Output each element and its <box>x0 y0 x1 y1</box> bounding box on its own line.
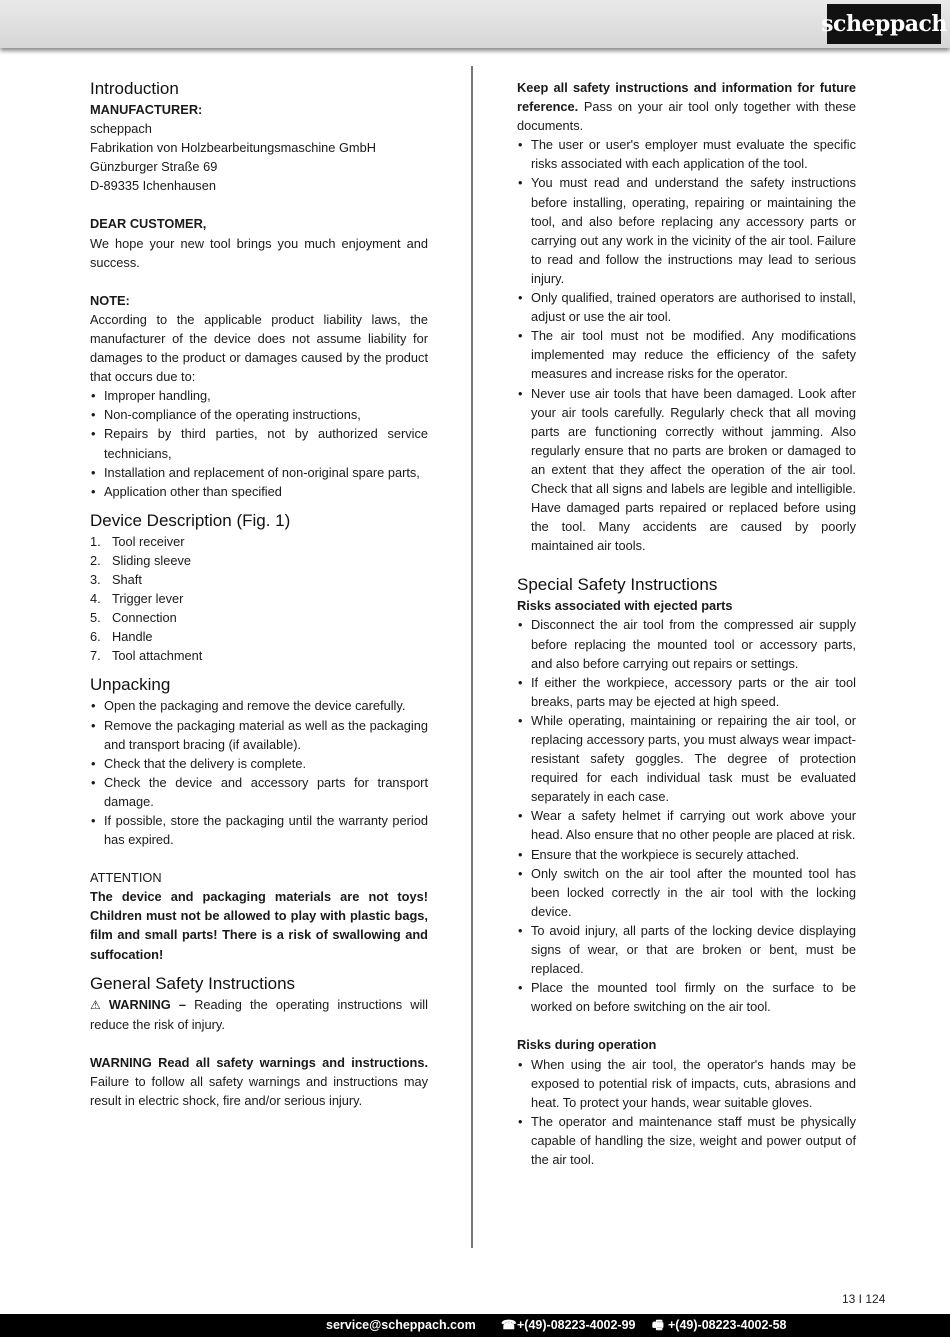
section-title-introduction: Introduction <box>90 79 179 98</box>
keep-text: Pass on your air tool only together with these documents. <box>517 99 856 134</box>
keep-paragraph <box>517 78 856 135</box>
item-label: Connection <box>112 610 177 626</box>
note-label: NOTE: <box>90 292 130 308</box>
list-item: • Open the packaging and remove the device carefully. <box>90 696 428 715</box>
list-item: • If either the workpiece, accessory parts or the air tool breaks, parts may be ejected at high speed. <box>517 673 856 711</box>
list-item: • The operator and maintenance staff must be physically capable of handling the size, weight and power output of the air tool. <box>517 1112 856 1169</box>
section-title-device-description: Device Description (Fig. 1) <box>90 510 291 530</box>
right-column <box>517 78 856 1169</box>
item-number: 3. <box>90 571 101 587</box>
section-title-special-safety: Special Safety Instructions <box>517 575 718 595</box>
column-divider <box>471 66 473 1248</box>
footer-bar <box>0 1314 950 1337</box>
email-link[interactable]: service@scheppach.com <box>326 1318 476 1332</box>
warning-text: Reading the operating instructions will reduce the risk of injury. <box>90 996 428 1032</box>
operation-risks-label: Risks during operation <box>517 1037 657 1053</box>
list-item: • The air tool must not be modified. Any modifications implemented may reduce the efficiency of the safety measures and increase risks for the operator. <box>517 326 856 383</box>
list-item: • Remove the packaging material as well as the packaging and transport bracing (if available). <box>90 716 428 754</box>
item-number: 4. <box>90 591 101 607</box>
warning2-text: Failure to follow all safety warnings and instructions may result in electric shock, fire and/or serious injury. <box>90 1073 428 1109</box>
phone-icon: ☎ <box>501 1318 517 1332</box>
list-item: • Improper handling, <box>90 386 428 405</box>
brand-logo: scheppach <box>827 4 941 44</box>
list-item: • Installation and replacement of non-original spare parts, <box>90 463 428 482</box>
list-item <box>90 570 428 589</box>
warning-lead: WARNING – <box>108 996 187 1012</box>
unpacking-list <box>90 696 428 849</box>
keep-list <box>517 135 856 555</box>
list-item: • The user or user's employer must evaluate the specific risks associated with each application of the tool. <box>517 135 856 173</box>
list-item: • Disconnect the air tool from the compressed air supply before replacing the mounted tool or accessory parts, and also before carrying out repairs or settings. <box>517 615 856 672</box>
list-item <box>90 646 428 665</box>
list-item: • When using the air tool, the operator's hands may be exposed to potential risk of impacts, cuts, abrasions and heat. To protect your hands, wear suitable gloves. <box>517 1055 856 1112</box>
dear-customer-text: We hope your new tool brings you much enjoyment and success. <box>90 235 428 270</box>
dear-customer-label: DEAR CUSTOMER, <box>90 216 207 232</box>
item-number: 2. <box>90 552 101 568</box>
address-line: Fabrikation von Holzbearbeitungsmaschine GmbH <box>90 140 376 156</box>
list-item <box>90 551 428 570</box>
item-number: 1. <box>90 533 101 549</box>
address-line: D-89335 Ichenhausen <box>90 178 216 194</box>
note-list <box>90 386 428 501</box>
list-item <box>90 608 428 627</box>
list-item: • Only qualified, trained operators are authorised to install, adjust or use the air tool. <box>517 288 856 326</box>
item-label: Handle <box>112 629 153 645</box>
list-item <box>90 589 428 608</box>
list-item: • You must read and understand the safety instructions before installing, operating, repairing or maintaining the tool, and also before replacing any accessory parts or carrying out any work in the vicinity of the air tool. Failure to read and follow the instructions may lead to serious injury. <box>517 173 856 288</box>
list-item: • Ensure that the workpiece is securely attached. <box>517 845 856 864</box>
ejected-parts-list <box>517 615 856 1016</box>
header-bar <box>0 0 950 48</box>
address-line: Günzburger Straße 69 <box>90 159 218 175</box>
keep-lead: Keep all safety instructions and information for future reference. <box>517 80 856 115</box>
left-column <box>90 78 428 1110</box>
list-item: • Application other than specified <box>90 482 428 501</box>
phone-number[interactable]: +(49)-08223-4002-99 <box>517 1318 636 1332</box>
warning-icon: ⚠ <box>90 997 101 1012</box>
address-line: scheppach <box>90 121 152 137</box>
warning2-lead: WARNING Read all safety warnings and instructions. <box>90 1054 428 1070</box>
item-number: 6. <box>90 629 101 645</box>
list-item: • Wear a safety helmet if carrying out work above your head. Also ensure that no other people are placed at risk. <box>517 806 856 844</box>
item-number: 5. <box>90 610 101 626</box>
list-item: • Non-compliance of the operating instructions, <box>90 405 428 424</box>
item-label: Trigger lever <box>112 591 184 607</box>
list-item: • Check the device and accessory parts for transport damage. <box>90 773 428 811</box>
warning2-paragraph <box>90 1053 428 1110</box>
item-label: Sliding sleeve <box>112 552 191 568</box>
operation-risks-list <box>517 1055 856 1170</box>
section-title-unpacking: Unpacking <box>90 675 171 695</box>
list-item <box>90 627 428 646</box>
list-item: • Repairs by third parties, not by authorized service technicians, <box>90 424 428 462</box>
item-label: Shaft <box>112 571 142 587</box>
warning-paragraph <box>90 995 428 1034</box>
list-item: • Never use air tools that have been damaged. Look after your air tools carefully. Regularly check that all moving parts are functioning correctly without jamming. Also regularly ensure that no parts are broken or damaged to an extent that they affect the operation of the air tool. Check that all signs and labels are legible and intelligible. Have damaged parts repaired or replaced before using the tool. Many accidents are caused by poorly maintained air tools. <box>517 384 856 556</box>
list-item: • To avoid injury, all parts of the locking device displaying signs of wear, or that are broken or bent, must be replaced. <box>517 921 856 978</box>
item-label: Tool attachment <box>112 648 203 664</box>
device-parts-list <box>90 532 428 666</box>
list-item: • While operating, maintaining or repairing the air tool, or replacing accessory parts, you must always wear impact-resistant safety goggles. The degree of protection required for each individual task must be evaluated separately in each case. <box>517 711 856 806</box>
item-number: 7. <box>90 648 101 664</box>
list-item: • Only switch on the air tool after the mounted tool has been locked correctly in the air tool with the locking device. <box>517 864 856 921</box>
page-number: 13 I 124 <box>842 1292 886 1306</box>
note-text: According to the applicable product liability laws, the manufacturer of the device does not assume liability for damages to the product or damages caused by the product that occurs due to: <box>90 311 428 385</box>
fax-icon: 🖷 <box>652 1318 664 1332</box>
manufacturer-label: MANUFACTURER: <box>90 102 203 117</box>
list-item: • If possible, store the packaging until the warranty period has expired. <box>90 811 428 849</box>
attention-text: The device and packaging materials are not toys! Children must not be allowed to play with plastic bags, film and small parts! There is a risk of swallowing and suffocation! <box>90 889 428 962</box>
list-item <box>90 532 428 551</box>
section-title-general-safety: General Safety Instructions <box>90 973 296 993</box>
ejected-parts-label: Risks associated with ejected parts <box>517 598 733 614</box>
list-item: • Check that the delivery is complete. <box>90 754 428 773</box>
item-label: Tool receiver <box>112 533 185 549</box>
fax-number: +(49)-08223-4002-58 <box>668 1318 787 1332</box>
attention-label: ATTENTION <box>90 870 162 886</box>
list-item: • Place the mounted tool firmly on the surface to be worked on before switching on the air tool. <box>517 978 856 1016</box>
